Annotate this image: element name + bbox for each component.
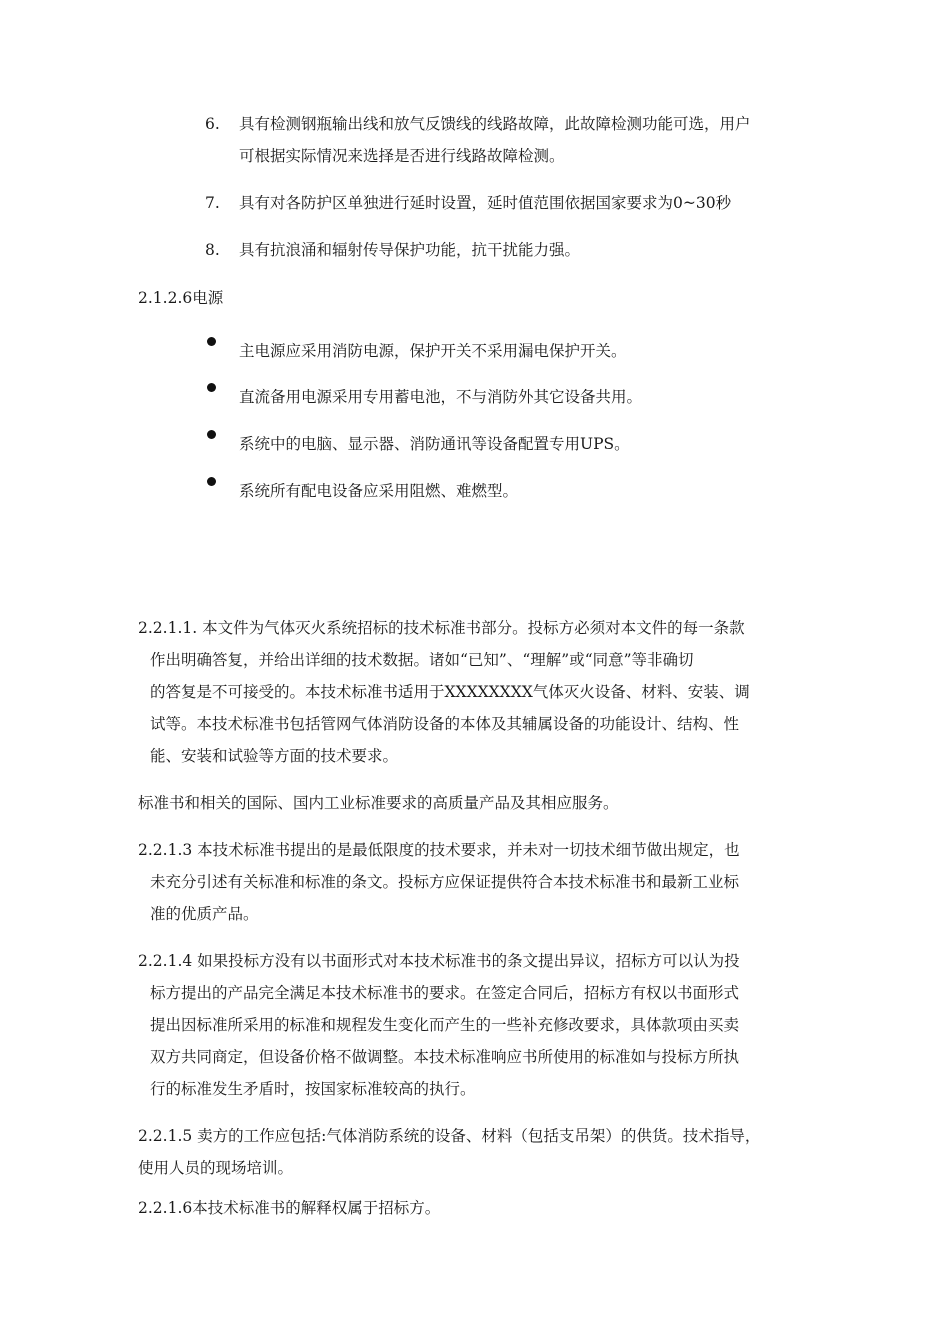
item-number: 7. (205, 194, 220, 212)
item-text-line: 具有抗浪涌和辐射传导保护功能，抗干扰能力强。 (239, 241, 581, 259)
clause-line: 2.2.1.6本技术标准书的解释权属于招标方。 (138, 1199, 441, 1217)
clause-line: 2.2.1.5 卖方的工作应包括:气体消防系统的设备、材料（包括支吊架）的供货。技术指导， (138, 1127, 761, 1145)
section-heading-power: 2.1.2.6电源 (138, 289, 224, 307)
bullet-dot-icon (207, 337, 216, 346)
item-number: 8. (205, 241, 220, 259)
clause-line: 标方提出的产品完全满足本技术标准书的要求。在签定合同后，招标方有权以书面形式 (150, 984, 740, 1002)
item-text-line: 具有检测钢瓶输出线和放气反馈线的线路故障，此故障检测功能可选，用户 (239, 115, 751, 133)
item-number: 6. (205, 115, 220, 133)
clause-line: 2.2.1.3 本技术标准书提出的是最低限度的技术要求，并未对一切技术细节做出规定，也 (138, 841, 740, 859)
bullet-dot-icon (207, 430, 216, 439)
bullet-text: 直流备用电源采用专用蓄电池，不与消防外其它设备共用。 (239, 388, 643, 406)
clause-line: 准的优质产品。 (150, 905, 259, 923)
clause-line: 未充分引述有关标准和标准的条文。投标方应保证提供符合本技术标准书和最新工业标 (150, 873, 740, 891)
item-text-line: 具有对各防护区单独进行延时设置，延时值范围依据国家要求为0~30秒 (239, 194, 732, 212)
bullet-text: 系统中的电脑、显示器、消防通讯等设备配置专用UPS。 (239, 435, 630, 453)
clause-line: 能、安装和试验等方面的技术要求。 (150, 747, 399, 765)
clause-line: 提出因标准所采用的标准和规程发生变化而产生的一些补充修改要求，具体款项由买卖 (150, 1016, 740, 1034)
clause-line: 的答复是不可接受的。本技术标准书适用于XXXXXXXX气体灭火设备、材料、安装、调 (150, 683, 750, 701)
clause-line: 2.2.1.1. 本文件为气体灭火系统招标的技术标准书部分。投标方必须对本文件的每一条款 (138, 619, 745, 637)
clause-line: 行的标准发生矛盾时，按国家标准较高的执行。 (150, 1080, 476, 1098)
bullet-dot-icon (207, 477, 216, 486)
clause-line: 试等。本技术标准书包括管网气体消防设备的本体及其辅属设备的功能设计、结构、性 (150, 715, 740, 733)
bullet-text: 主电源应采用消防电源，保护开关不采用漏电保护开关。 (239, 342, 627, 360)
bullet-text: 系统所有配电设备应采用阻燃、难燃型。 (239, 482, 519, 500)
clause-line: 双方共同商定，但设备价格不做调整。本技术标准响应书所使用的标准如与投标方所执 (150, 1048, 740, 1066)
clause-line: 使用人员的现场培训。 (138, 1159, 294, 1177)
clause-line: 标准书和相关的国际、国内工业标准要求的高质量产品及其相应服务。 (138, 794, 619, 812)
bullet-dot-icon (207, 383, 216, 392)
clause-line: 作出明确答复，并给出详细的技术数据。诸如“已知”、“理解”或“同意”等非确切 (150, 651, 694, 669)
clause-line: 2.2.1.4 如果投标方没有以书面形式对本技术标准书的条文提出异议，招标方可以认为投 (138, 952, 740, 970)
item-text-line: 可根据实际情况来选择是否进行线路故障检测。 (239, 147, 565, 165)
